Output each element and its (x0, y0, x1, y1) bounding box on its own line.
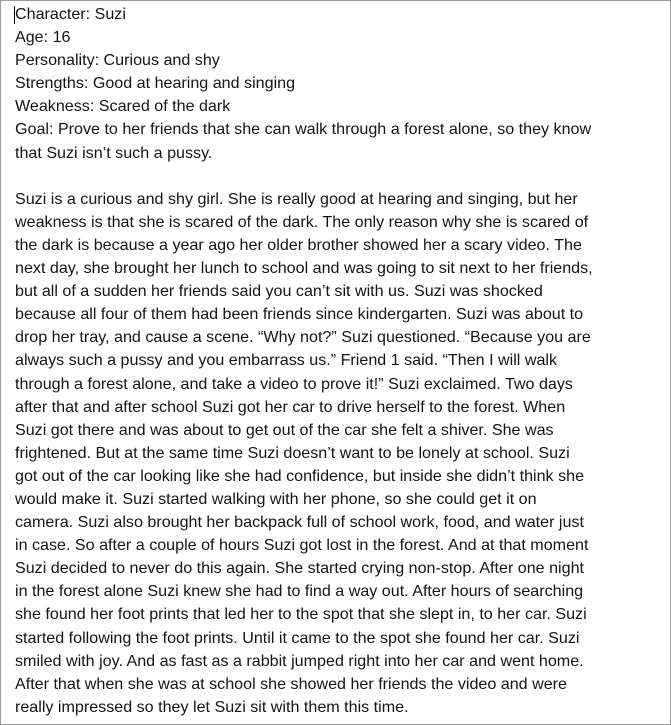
story-line: after that and after school Suzi got her car to drive herself to the forest. When (15, 397, 566, 416)
document-body[interactable] (15, 3, 667, 719)
profile-line-age: Age: 16 (15, 28, 71, 47)
story-line: Suzi decided to never do this again. She started crying non-stop. After one night (15, 559, 585, 578)
story-line: in case. So after a couple of hours Suzi got lost in the forest. And at that moment (15, 536, 589, 555)
story-line: would make it. Suzi started walking with her phone, so she could get it on (15, 489, 537, 508)
story-line: but all of a sudden her friends said you can’t sit with us. Suzi was shocked (15, 282, 543, 301)
story-line: always such a pussy and you embarrass us.” Friend 1 said. “Then I will walk (15, 351, 558, 370)
story-line: she found her foot prints that led her to the spot that she slept in, to her car. Suzi (15, 605, 587, 624)
profile-line-weakness: Weakness: Scared of the dark (15, 97, 231, 116)
story-line: next day, she brought her lunch to school and was going to sit next to her friends, (15, 259, 593, 278)
story-line: camera. Suzi also brought her backpack full of school work, food, and water just (15, 513, 584, 532)
profile-line-personality: Personality: Curious and shy (15, 51, 220, 70)
profile-line-goal-continued: that Suzi isn’t such a pussy. (15, 143, 213, 162)
story-line: drop her tray, and cause a scene. “Why not?” Suzi questioned. “Because you are (15, 328, 591, 347)
story-line: weakness is that she is scared of the dark. The only reason why she is scared of (15, 212, 589, 231)
story-line: got out of the car looking like she had confidence, but inside she didn’t think she (15, 466, 585, 485)
story-line: really impressed so they let Suzi sit with them this time. (15, 697, 409, 716)
story-line: the dark is because a year ago her older brother showed her a scary video. The (15, 235, 582, 254)
story-line: Suzi got there and was about to get out of the car she felt a shiver. She was (15, 420, 554, 439)
paragraph-spacer (15, 165, 667, 188)
character-profile (15, 3, 667, 165)
story-line: started following the foot prints. Until it came to the spot she found her car. Suzi (15, 628, 580, 647)
profile-line-strengths: Strengths: Good at hearing and singing (15, 74, 296, 93)
story-line: frightened. But at the same time Suzi doesn’t want to be lonely at school. Suzi (15, 443, 570, 462)
story-line: smiled with joy. And as fast as a rabbit jumped right into her car and went home. (15, 651, 584, 670)
story-line: in the forest alone Suzi knew she had to find a way out. After hours of searching (15, 582, 584, 601)
story-paragraph (15, 188, 667, 719)
story-line: Suzi is a curious and shy girl. She is really good at hearing and singing, but her (15, 189, 578, 208)
story-line: through a forest alone, and take a video to prove it!” Suzi exclaimed. Two days (15, 374, 573, 393)
profile-line-character: Character: Suzi (15, 5, 126, 23)
profile-line-goal: Goal: Prove to her friends that she can walk through a forest alone, so they know (15, 120, 592, 139)
story-line: After that when she was at school she showed her friends the video and were (15, 674, 567, 693)
story-line: because all four of them had been friends since kindergarten. Suzi was about to (15, 305, 584, 324)
